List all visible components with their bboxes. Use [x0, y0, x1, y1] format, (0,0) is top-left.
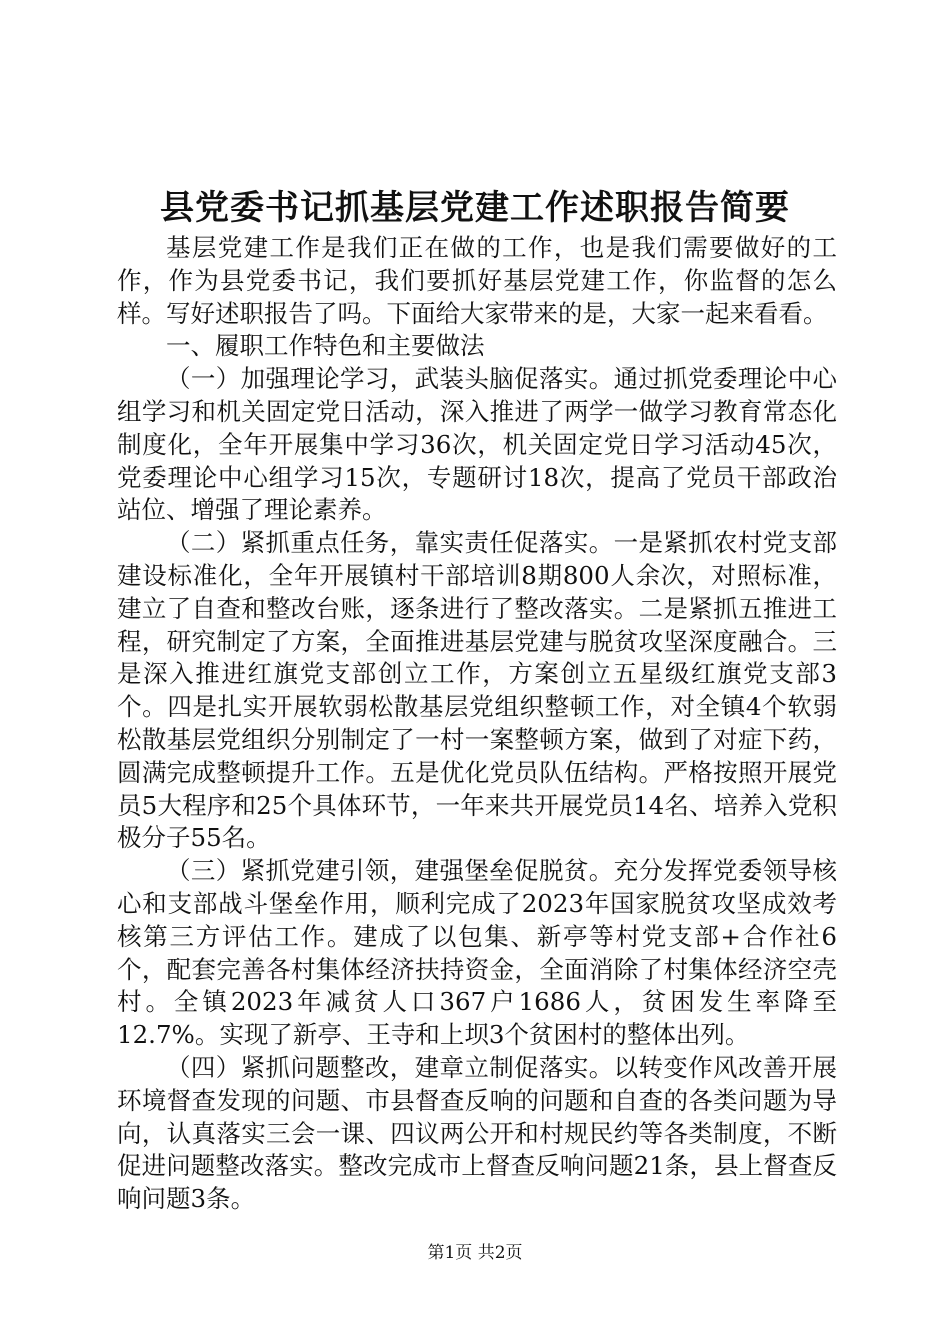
section-heading: 一、履职工作特色和主要做法 [166, 331, 485, 361]
intro-paragraph: 基层党建工作是我们正在做的工作，也是我们需要做好的工作，作为县党委书记，我们要抓好基层党建工作，你监督的怎么样。写好述职报告了吗。下面给大家带来的是，大家一起来看看。 [117, 233, 837, 328]
paragraph-item-2: （二）紧抓重点任务，靠实责任促落实。一是紧抓农村党支部建设标准化，全年开展镇村干部培训8期800人余次，对照标准，建立了自查和整改台账，逐条进行了整改落实。二是紧抓五推进工程，研究制定了方案，全面推进基层党建与脱贫攻坚深度融合。三是深入推进红旗党支部创立工作，方案创立五星级红旗党支部3个。四是扎实开展软弱松散基层党组织整顿工作，对全镇4个软弱松散基层党组织分别制定了一村一案整顿方案，做到了对症下药，圆满完成整顿提升工作。五是优化党员队伍结构。严格按照开展党员5大程序和25个具体环节，一年来共开展党员14名、培养入党积极分子55名。 [117, 528, 837, 853]
page-footer: 第1页 共2页 [427, 1243, 523, 1263]
document-title: 县党委书记抓基层党建工作述职报告简要 [160, 188, 790, 228]
paragraph-item-4: （四）紧抓问题整改，建章立制促落实。以转变作风改善开展环境督查发现的问题、市县督查反响的问题和自查的各类问题为导向，认真落实三会一课、四议两公开和村规民约等各类制度，不断促进问题整改落实。整改完成市上督查反响问题21条，县上督查反响问题3条。 [117, 1052, 837, 1214]
paragraph-item-3: （三）紧抓党建引领，建强堡垒促脱贫。充分发挥党委领导核心和支部战斗堡垒作用，顺利完成了2023年国家脱贫攻坚成效考核第三方评估工作。建成了以包集、新亭等村党支部+合作社6个，配套完善各村集体经济扶持资金，全面消除了村集体经济空壳村。全镇2023年减贫人口367户1686人，贫困发生率降至12.7%。实现了新亭、王寺和上坝3个贫困村的整体出列。 [117, 856, 837, 1050]
document-body [117, 232, 837, 1216]
paragraph-item-1: （一）加强理论学习，武装头脑促落实。通过抓党委理论中心组学习和机关固定党日活动，深入推进了两学一做学习教育常态化制度化，全年开展集中学习36次，机关固定党日学习活动45次，党委理论中心组学习15次，专题研讨18次，提高了党员干部政治站位、增强了理论素养。 [117, 364, 837, 525]
